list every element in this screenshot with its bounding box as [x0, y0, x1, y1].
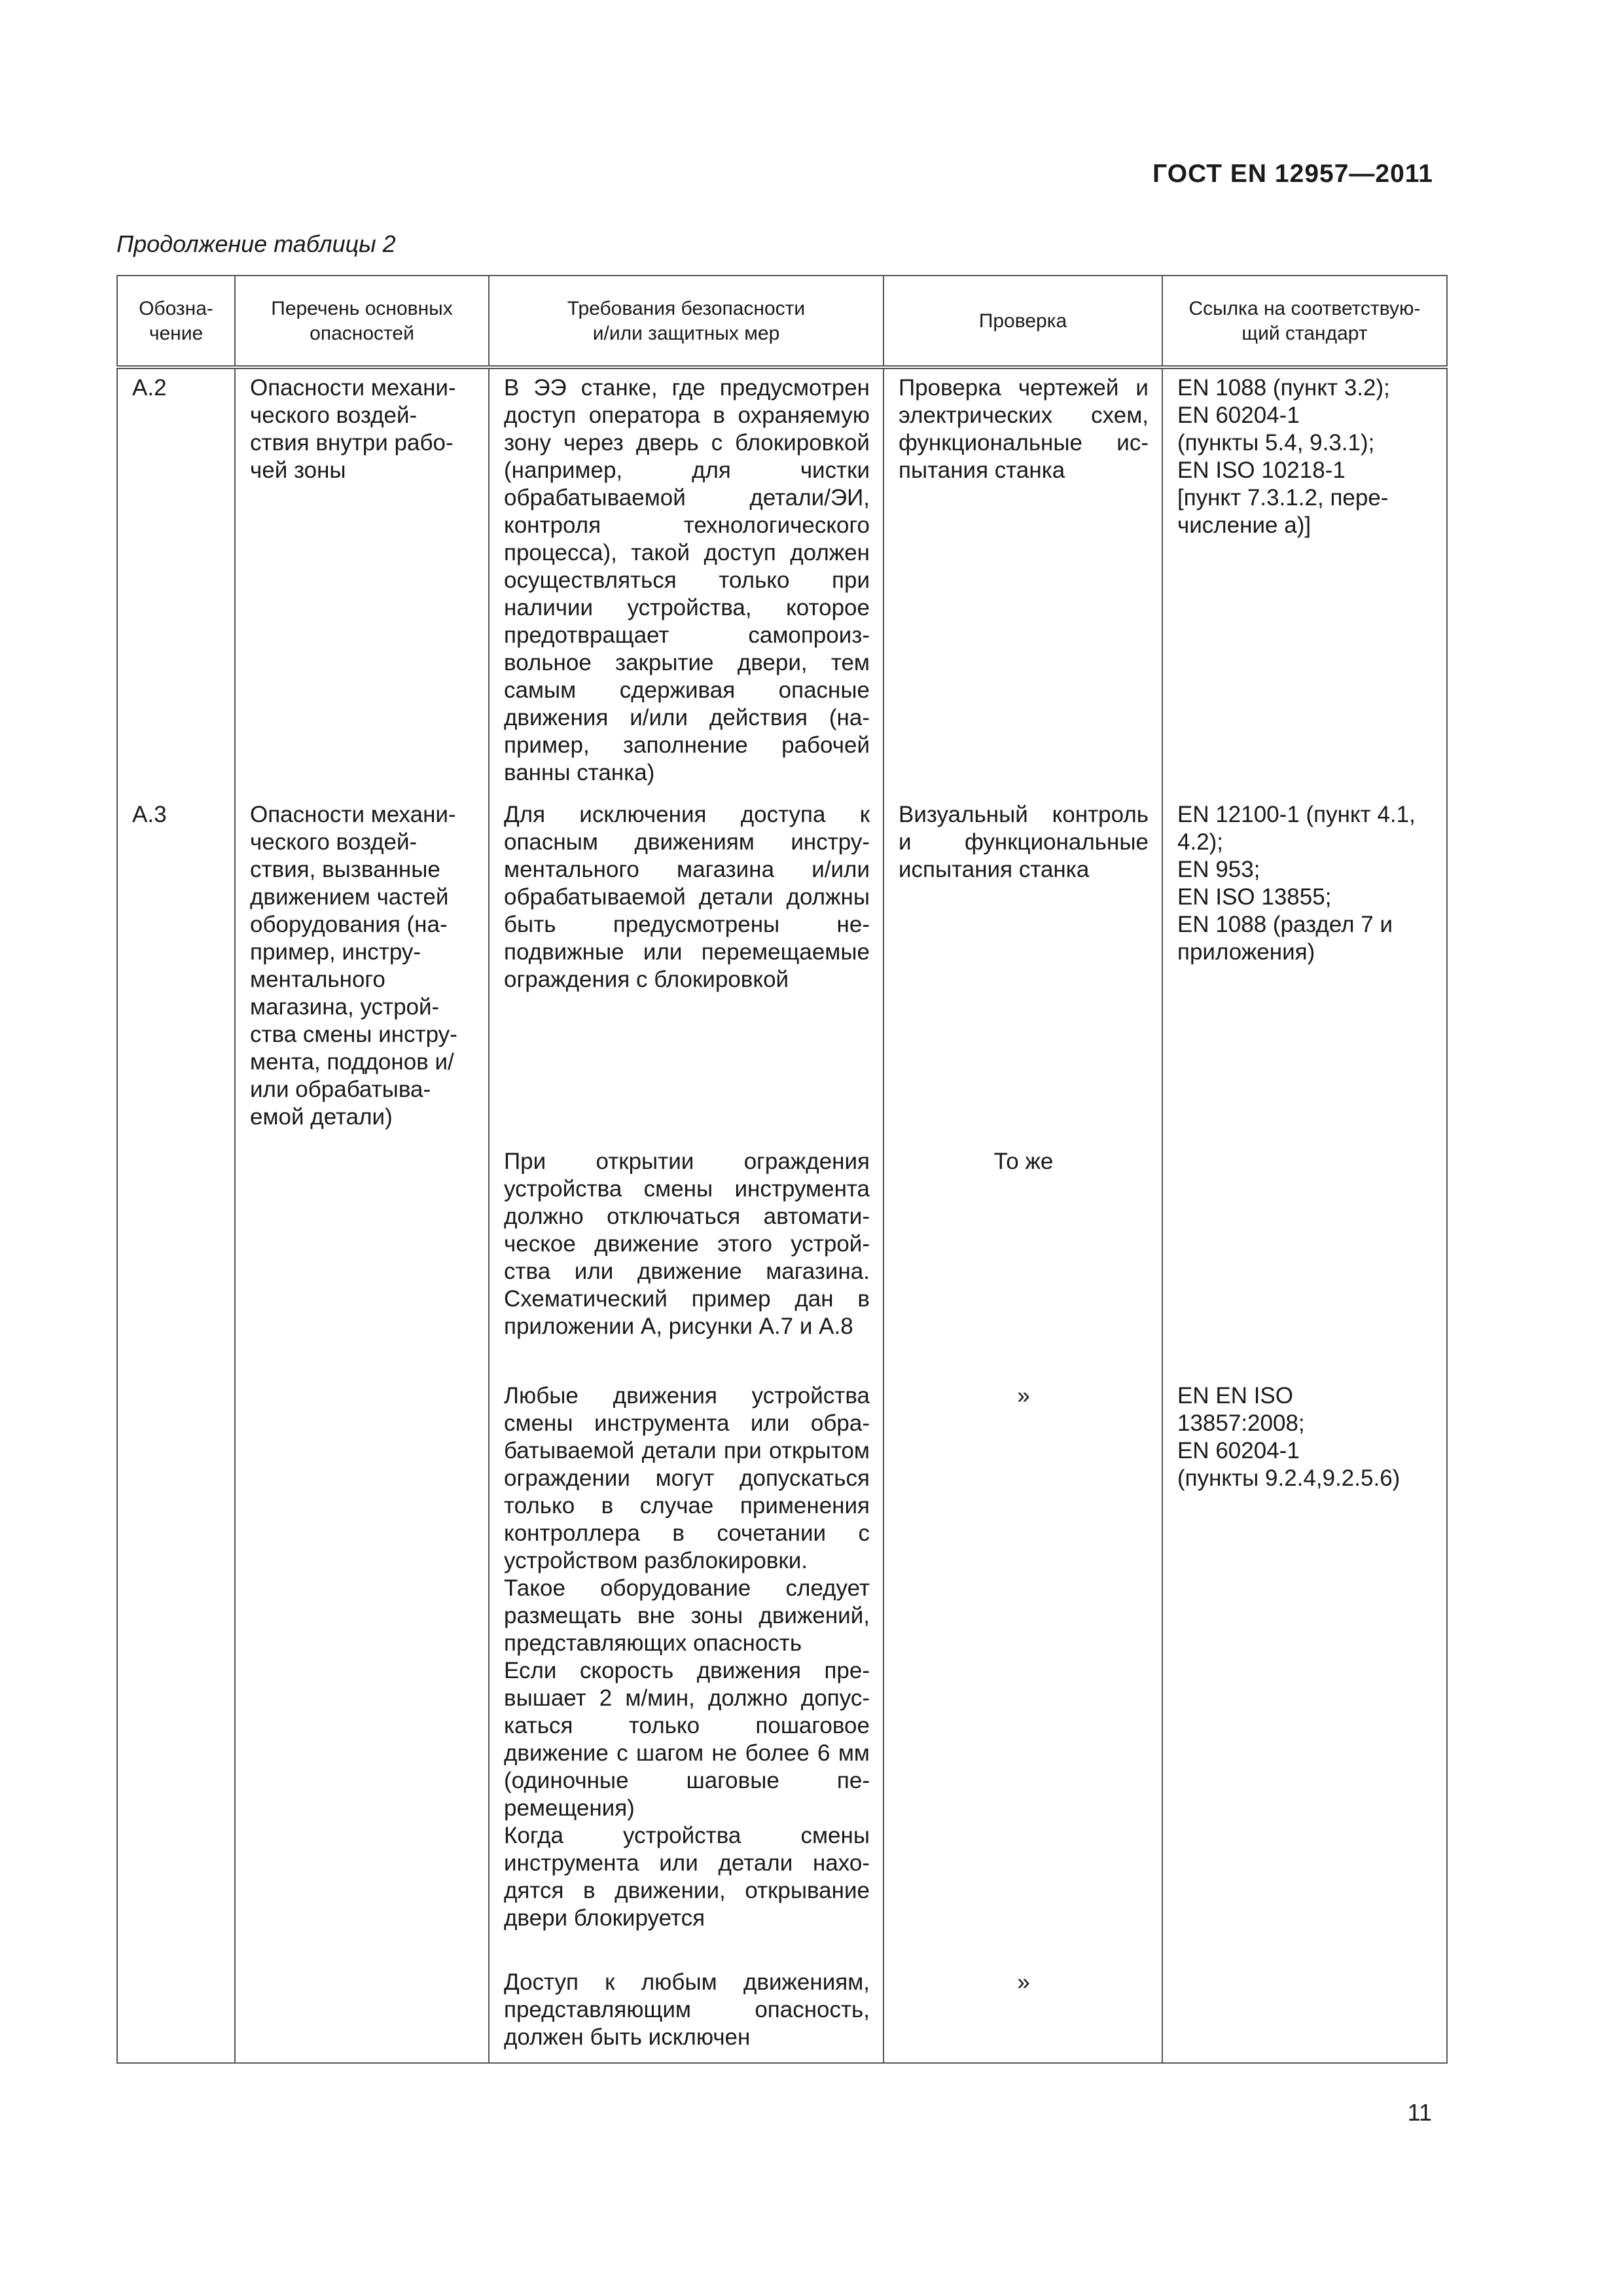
row-verification: Проверка чертежей и электрических схем, функциональные испытания станка	[883, 367, 1162, 796]
row-designation	[117, 1143, 235, 1377]
column-header-requirements: Требования безопасности и/или защитных мер	[489, 276, 883, 367]
table-header-row	[117, 276, 1447, 367]
row-verification: »	[883, 1964, 1162, 2063]
row-reference	[1162, 1143, 1447, 1377]
row-reference: EN 1088 (пункт 3.2); EN 60204-1 (пункты 5.4, 9.3.1); EN ISO 10218-1 [пункт 7.3.1.2, перечисление а)]	[1162, 367, 1447, 796]
row-hazard: Опасности механи- ческого воздей- ствия внутри рабо- чей зоны	[235, 367, 489, 796]
requirement-paragraph: Когда устройства смены инструмента или детали находятся в движении, открывание двери блокируется	[504, 1823, 870, 1931]
row-reference: EN 12100-1 (пункт 4.1, 4.2); EN 953; EN ISO 13855; EN 1088 (раздел 7 и приложения)	[1162, 796, 1447, 1143]
column-header-designation: Обозна- чение	[117, 276, 235, 367]
document-header: ГОСТ EN 12957—2011	[1152, 160, 1433, 188]
requirement-paragraph: Любые движения устройства смены инструмента или обрабатываемой детали при открытом ограждении могут допускаться только в случае применения контроллера в сочетании с устройством разблокировки.	[504, 1383, 870, 1573]
row-designation: А.3	[117, 796, 235, 1143]
row-hazard	[235, 1377, 489, 1964]
row-verification: То же	[883, 1143, 1162, 1377]
table-caption: Продолжение таблицы 2	[116, 230, 396, 257]
row-reference: EN EN ISO 13857:2008; EN 60204-1 (пункты 9.2.4,9.2.5.6)	[1162, 1377, 1447, 1964]
row-designation: А.2	[117, 367, 235, 796]
page-number: 11	[1407, 2099, 1432, 2126]
row-verification: »	[883, 1377, 1162, 1964]
table-row	[117, 1143, 1447, 1377]
row-designation	[117, 1964, 235, 2063]
hazards-table	[116, 275, 1448, 2064]
row-requirement: При открытии ограждения устройства смены инструмента должно отключаться автоматическое движение этого устройства или движение магазина. Схематический пример дан в приложении А, рисунки А.7 и А.8	[489, 1143, 883, 1377]
row-requirement	[489, 1377, 883, 1964]
row-hazard: Опасности механического воздей- ствия, вызванные движением частей оборудования (например, инстру- ментального магазина, устрой- ства смены инструмента, поддонов и/или обрабатыва- емой детали)	[235, 796, 489, 1143]
row-hazard	[235, 1964, 489, 2063]
table-row	[117, 796, 1447, 1143]
column-header-verification: Проверка	[883, 276, 1162, 367]
column-header-hazards: Перечень основных опасностей	[235, 276, 489, 367]
row-requirement: Для исключения доступа к опасным движениям инструментального магазина и/или обрабатываемой детали должны быть предусмотрены неподвижные или перемещаемые ограждения с блокировкой	[489, 796, 883, 1143]
requirement-paragraph: Такое оборудование следует размещать вне зоны движений, представляющих опасность	[504, 1575, 870, 1656]
row-requirement: В ЭЭ станке, где предусмотрен доступ оператора в охраняемую зону через дверь с блокировкой (например, для чистки обрабатываемой детали/ЭИ, контроля технологического процесса), такой доступ должен осуществляться только при наличии устройства, которое предотвращает самопроизвольное закрытие двери, тем самым сдерживая опасные движения и/или действия (например, заполнение рабочей ванны станка)	[489, 367, 883, 796]
table-row	[117, 1964, 1447, 2063]
row-designation	[117, 1377, 235, 1964]
row-requirement: Доступ к любым движениям, представляющим опасность, должен быть исключен	[489, 1964, 883, 2063]
table-row	[117, 1377, 1447, 1964]
row-hazard	[235, 1143, 489, 1377]
row-verification: Визуальный контроль и функциональные испытания станка	[883, 796, 1162, 1143]
row-reference	[1162, 1964, 1447, 2063]
column-header-reference: Ссылка на соответствую- щий стандарт	[1162, 276, 1447, 367]
table-row	[117, 367, 1447, 796]
requirement-paragraph: Если скорость движения превышает 2 м/мин, должно допускаться только пошаговое движение с шагом не более 6 мм (одиночные шаговые перемещения)	[504, 1658, 870, 1821]
